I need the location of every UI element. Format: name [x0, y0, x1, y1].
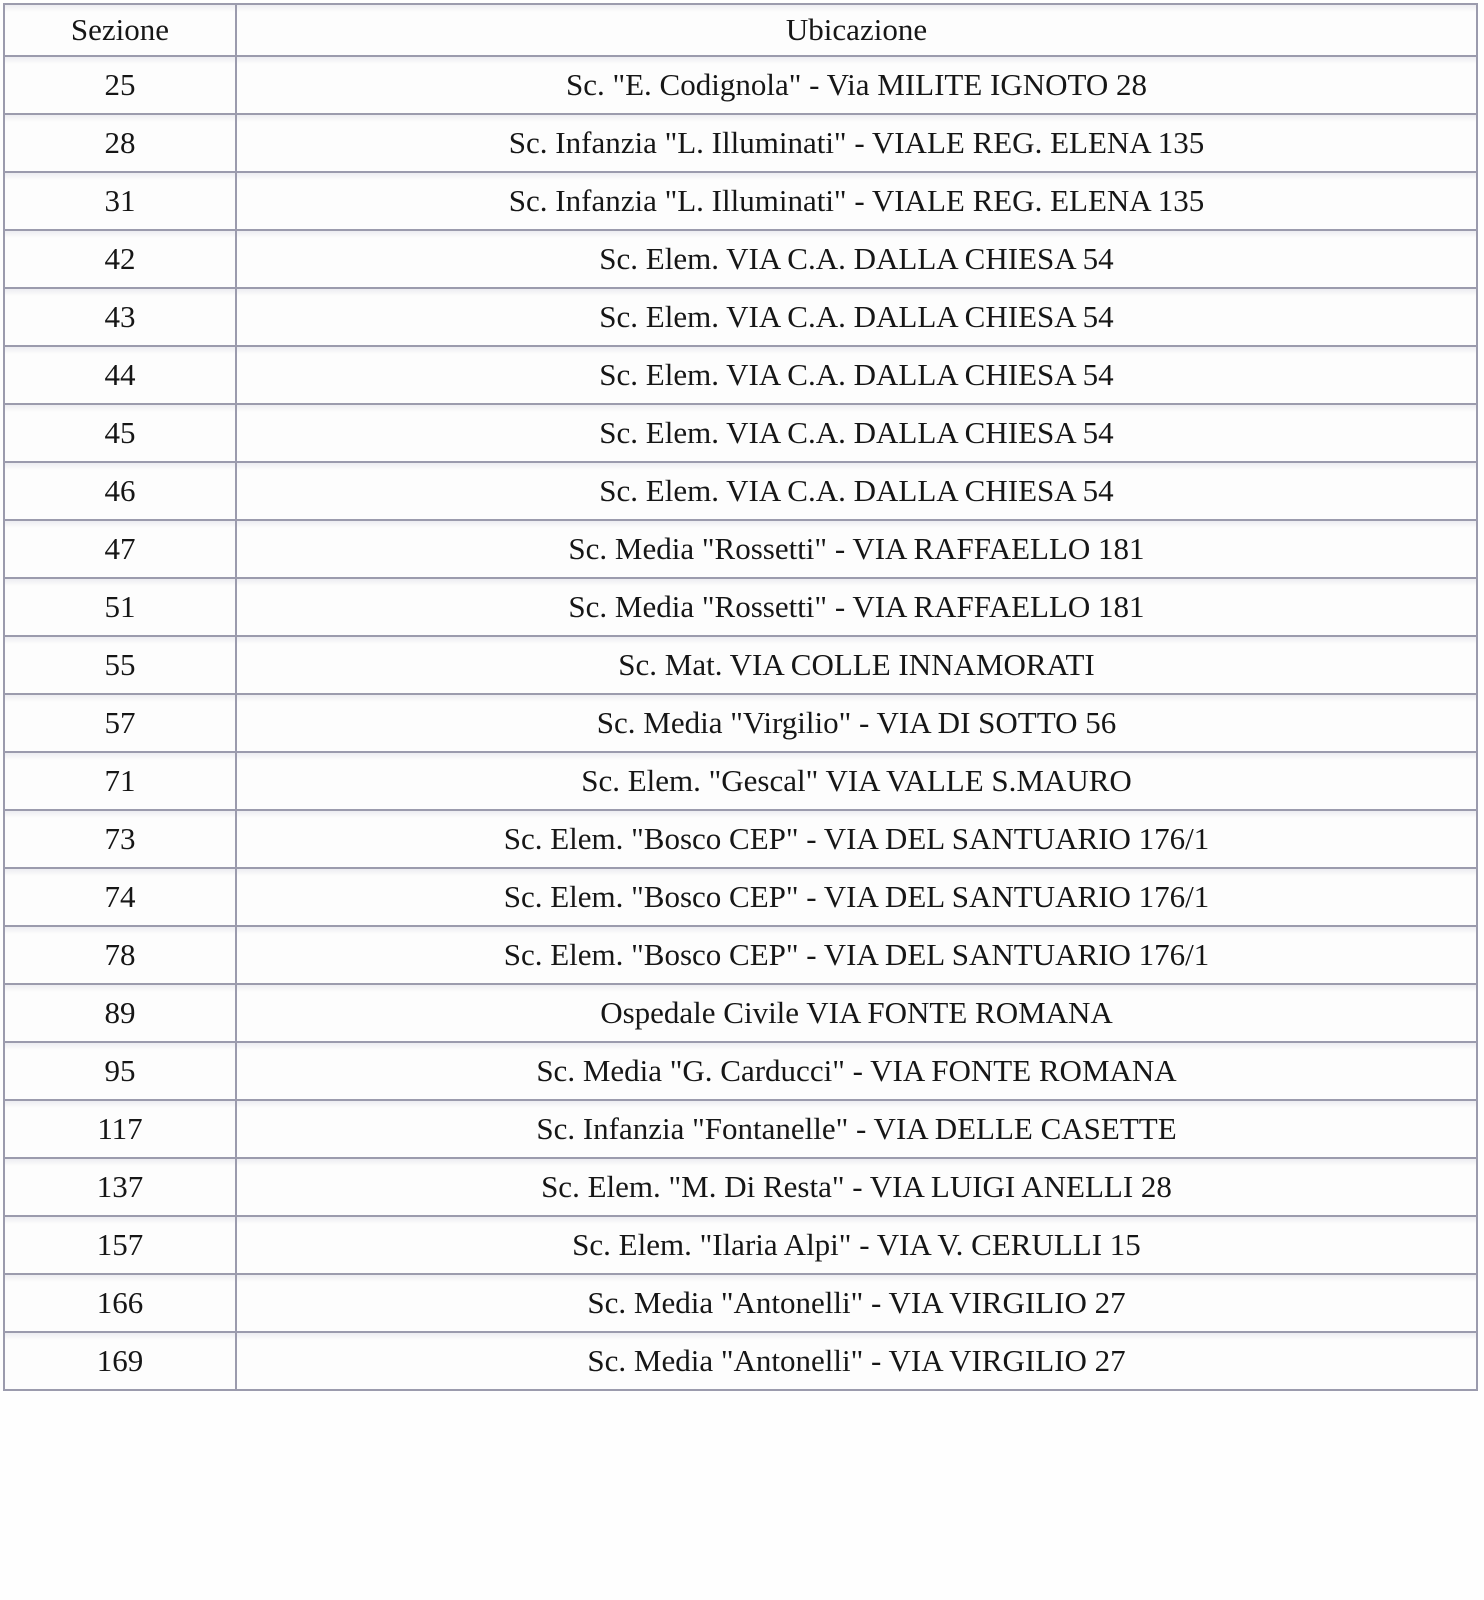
table-row [4, 578, 1477, 636]
ubicazione-cell: Sc. Media "Rossetti" - VIA RAFFAELLO 181 [236, 578, 1477, 636]
sezione-cell: 31 [4, 172, 236, 230]
sezione-cell: 28 [4, 114, 236, 172]
ubicazione-cell: Sc. Media "Antonelli" - VIA VIRGILIO 27 [236, 1274, 1477, 1332]
sezione-cell: 47 [4, 520, 236, 578]
sezione-cell: 169 [4, 1332, 236, 1390]
ubicazione-cell: Sc. Elem. VIA C.A. DALLA CHIESA 54 [236, 230, 1477, 288]
ubicazione-cell: Sc. Elem. "Bosco CEP" - VIA DEL SANTUARIO 176/1 [236, 810, 1477, 868]
ubicazione-cell: Sc. Mat. VIA COLLE INNAMORATI [236, 636, 1477, 694]
table-row [4, 114, 1477, 172]
table-row [4, 172, 1477, 230]
column-header-sezione: Sezione [4, 4, 236, 56]
table-body [4, 56, 1477, 1390]
table-row [4, 868, 1477, 926]
table-row [4, 926, 1477, 984]
table-row [4, 462, 1477, 520]
sezione-cell: 44 [4, 346, 236, 404]
sezione-cell: 55 [4, 636, 236, 694]
table-row [4, 1274, 1477, 1332]
table-row [4, 1042, 1477, 1100]
table-row [4, 752, 1477, 810]
table-row [4, 1100, 1477, 1158]
sezione-cell: 117 [4, 1100, 236, 1158]
sezione-cell: 78 [4, 926, 236, 984]
sezione-cell: 43 [4, 288, 236, 346]
table-row [4, 230, 1477, 288]
ubicazione-cell: Sc. Elem. "Bosco CEP" - VIA DEL SANTUARIO 176/1 [236, 926, 1477, 984]
sezione-cell: 46 [4, 462, 236, 520]
table-row [4, 288, 1477, 346]
ubicazione-cell: Sc. Media "Virgilio" - VIA DI SOTTO 56 [236, 694, 1477, 752]
table-row [4, 636, 1477, 694]
sezione-cell: 71 [4, 752, 236, 810]
table-row [4, 1216, 1477, 1274]
ubicazione-cell: Sc. Infanzia "L. Illuminati" - VIALE REG. ELENA 135 [236, 114, 1477, 172]
ubicazione-cell: Sc. Elem. "M. Di Resta" - VIA LUIGI ANELLI 28 [236, 1158, 1477, 1216]
ubicazione-cell: Ospedale Civile VIA FONTE ROMANA [236, 984, 1477, 1042]
ubicazione-cell: Sc. Elem. VIA C.A. DALLA CHIESA 54 [236, 288, 1477, 346]
ubicazione-cell: Sc. Elem. "Gescal" VIA VALLE S.MAURO [236, 752, 1477, 810]
table-row [4, 1158, 1477, 1216]
ubicazione-cell: Sc. Elem. VIA C.A. DALLA CHIESA 54 [236, 462, 1477, 520]
sezione-cell: 74 [4, 868, 236, 926]
table-header [4, 4, 1477, 56]
sezione-cell: 137 [4, 1158, 236, 1216]
table-row [4, 346, 1477, 404]
ubicazione-cell: Sc. Infanzia "L. Illuminati" - VIALE REG. ELENA 135 [236, 172, 1477, 230]
ubicazione-cell: Sc. Media "Rossetti" - VIA RAFFAELLO 181 [236, 520, 1477, 578]
ubicazione-cell: Sc. Elem. "Bosco CEP" - VIA DEL SANTUARIO 176/1 [236, 868, 1477, 926]
sezione-cell: 157 [4, 1216, 236, 1274]
sezione-cell: 45 [4, 404, 236, 462]
table-row [4, 694, 1477, 752]
ubicazione-cell: Sc. Elem. VIA C.A. DALLA CHIESA 54 [236, 404, 1477, 462]
sezione-cell: 42 [4, 230, 236, 288]
sezione-cell: 73 [4, 810, 236, 868]
sezione-cell: 89 [4, 984, 236, 1042]
ubicazione-cell: Sc. Media "Antonelli" - VIA VIRGILIO 27 [236, 1332, 1477, 1390]
header-row [4, 4, 1477, 56]
ubicazione-cell: Sc. Media "G. Carducci" - VIA FONTE ROMANA [236, 1042, 1477, 1100]
sezione-cell: 51 [4, 578, 236, 636]
sezione-cell: 25 [4, 56, 236, 114]
table-row [4, 810, 1477, 868]
ubicazione-cell: Sc. Elem. "Ilaria Alpi" - VIA V. CERULLI 15 [236, 1216, 1477, 1274]
ubicazione-cell: Sc. Elem. VIA C.A. DALLA CHIESA 54 [236, 346, 1477, 404]
ubicazione-cell: Sc. Infanzia "Fontanelle" - VIA DELLE CASETTE [236, 1100, 1477, 1158]
table-row [4, 520, 1477, 578]
ubicazione-cell: Sc. "E. Codignola" - Via MILITE IGNOTO 28 [236, 56, 1477, 114]
sezione-cell: 166 [4, 1274, 236, 1332]
table-row [4, 56, 1477, 114]
sezione-cell: 95 [4, 1042, 236, 1100]
column-header-ubicazione: Ubicazione [236, 4, 1477, 56]
table-row [4, 984, 1477, 1042]
table-row [4, 1332, 1477, 1390]
sezione-cell: 57 [4, 694, 236, 752]
table-row [4, 404, 1477, 462]
polling-sections-table [3, 3, 1478, 1391]
